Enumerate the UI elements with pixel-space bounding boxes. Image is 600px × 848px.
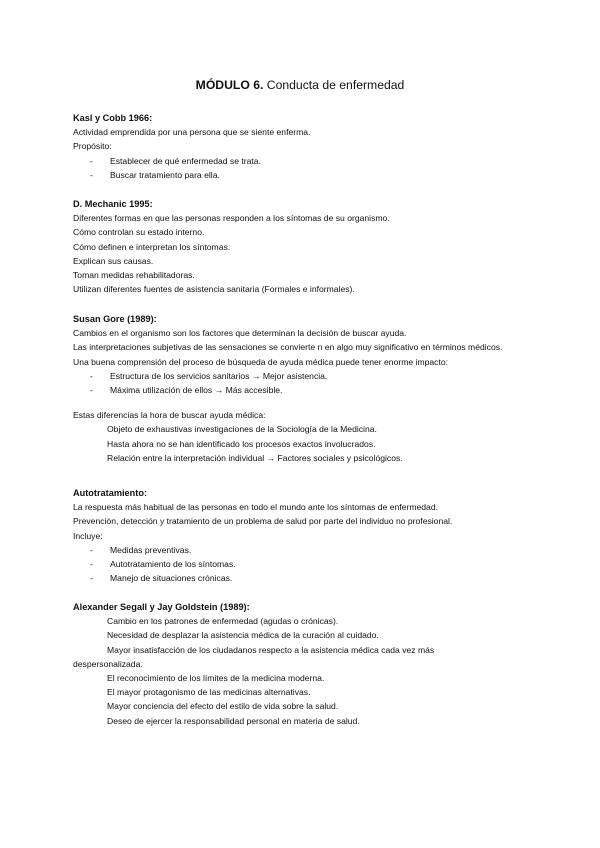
list-item: - Medidas preventivas.	[90, 544, 192, 555]
text-line: Actividad emprendida por una persona que se siente enferma.	[73, 127, 311, 138]
list-item: Cambio en los patrones de enfermedad (agudas o crónicas).	[107, 616, 339, 627]
text-line: Prevención, detección y tratamiento de un problema de salud por parte del individuo no profesional.	[73, 516, 453, 527]
list-item: Necesidad de desplazar la asistencia médica de la curación al cuidado.	[107, 630, 379, 641]
section-heading: Kasl y Cobb 1966:	[73, 113, 153, 123]
list-item: - Manejo de situaciones crónicas.	[90, 573, 233, 584]
text-line: La respuesta más habitual de las personas en todo el mundo ante los síntomas de enfermedad.	[73, 502, 438, 513]
text-line: Utilizan diferentes fuentes de asistencia sanitaria (Formales e informales).	[73, 284, 355, 295]
text-line: Incluye:	[73, 530, 103, 541]
list-item: El mayor protagonismo de las medicinas alternativas.	[107, 687, 311, 698]
list-item: - Autotratamiento de los síntomas.	[90, 559, 236, 570]
title-subject: Conducta de enfermedad	[263, 78, 405, 92]
text-line: Cómo definen e interpretan los síntomas.	[73, 241, 231, 252]
section-autotratamiento	[73, 486, 543, 585]
text-line: Toman medidas rehabilitadoras.	[73, 270, 195, 281]
list-item: Deseo de ejercer la responsabilidad personal en materia de salud.	[107, 715, 360, 726]
section-heading: D. Mechanic 1995:	[73, 199, 153, 209]
text-line: Explican sus causas.	[73, 255, 154, 266]
list-item: El reconocimiento de los límites de la medicina moderna.	[107, 673, 325, 684]
text-line: Propósito:	[73, 141, 112, 152]
list-item: - Establecer de qué enfermedad se trata.	[90, 155, 261, 166]
list-item: Mayor insatisfacción de los ciudadanos respecto a la asistencia médica cada vez más	[107, 644, 435, 655]
list-item: - Máxima utilización de ellos → Más accesible.	[90, 385, 283, 396]
text-line: Diferentes formas en que las personas responden a los síntomas de su organismo.	[73, 213, 390, 224]
page-title	[0, 77, 600, 93]
section-susan-gore	[73, 312, 543, 465]
list-item: Mayor conciencia del efecto del estilo de vida sobre la salud.	[107, 701, 339, 712]
section-heading: Susan Gore (1989):	[73, 314, 157, 324]
list-item: Hasta ahora no se han identificado los procesos exactos involucrados.	[107, 438, 376, 449]
title-module: MÓDULO 6.	[195, 78, 264, 92]
section-heading: Alexander Segall y Jay Goldstein (1989):	[73, 602, 250, 612]
section-kasl-cobb	[73, 111, 543, 182]
list-item: Relación entre la interpretación individual → Factores sociales y psicológicos.	[107, 452, 403, 463]
text-line: despersonalizada.	[73, 658, 143, 669]
text-line: Cómo controlan su estado interno.	[73, 227, 205, 238]
list-item: Objeto de exhaustivas investigaciones de la Sociología de la Medicina.	[107, 424, 377, 435]
text-line: Cambios en el organismo son los factores que determinan la decisión de buscar ayuda.	[73, 328, 407, 339]
text-line: Las interpretaciones subjetivas de las sensaciones se convierte n en algo muy significativo en términos médicos.	[73, 342, 503, 353]
text-line: Una buena comprensión del proceso de búsqueda de ayuda médica puede tener enorme impacto:	[73, 356, 449, 367]
list-item: - Estructura de los servicios sanitarios → Mejor asistencia.	[90, 370, 328, 381]
section-segall-goldstein	[73, 600, 543, 728]
list-item: - Buscar tratamiento para ella.	[90, 169, 220, 180]
section-heading: Autotratamiento:	[73, 488, 148, 498]
section-mechanic	[73, 197, 543, 296]
text-line: Estas diferencias la hora de buscar ayuda médica:	[73, 410, 266, 421]
